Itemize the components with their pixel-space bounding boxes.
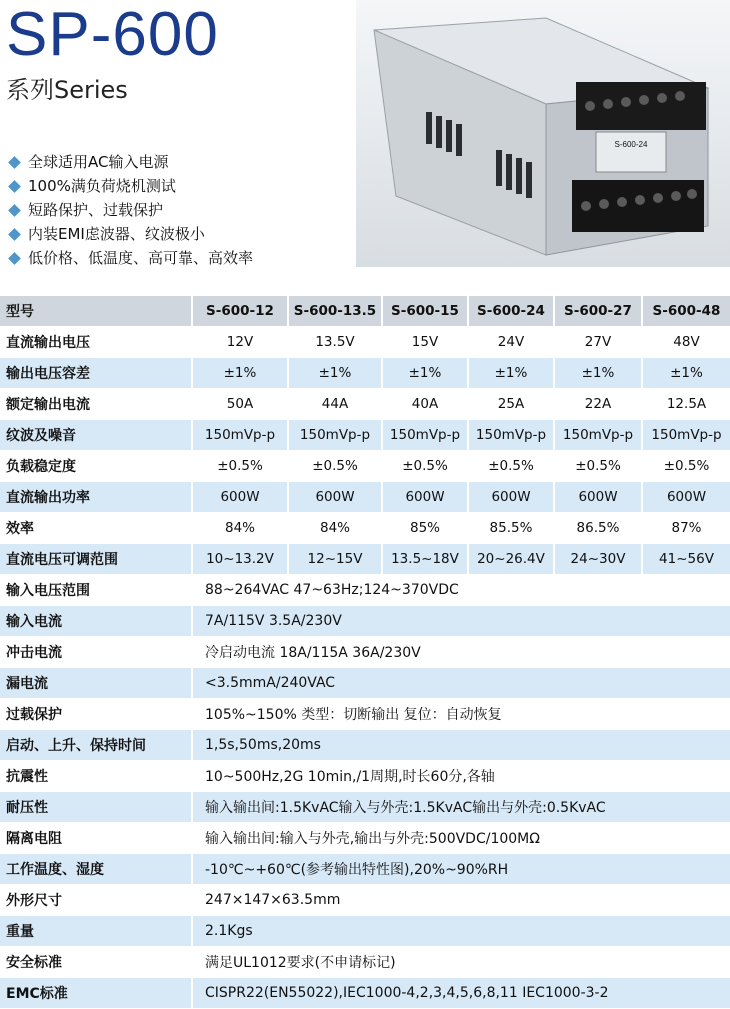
row-label: EMC标准: [0, 978, 192, 1009]
cell-value: 87%: [642, 513, 730, 544]
cell-value: 150mVp-p: [382, 420, 468, 451]
row-label: 重量: [0, 916, 192, 947]
table-row: [0, 389, 730, 420]
power-supply-image: [356, 0, 730, 267]
diamond-bullet-icon: [8, 156, 21, 169]
feature-item: 100%满负荷烧机测试: [4, 174, 253, 198]
cell-value: ±1%: [554, 358, 642, 389]
cell-value: CISPR22(EN55022),IEC1000-4,2,3,4,5,6,8,11 IEC1000-3-2: [192, 978, 730, 1009]
cell-value: ±1%: [468, 358, 554, 389]
row-label: 冲击电流: [0, 637, 192, 668]
cell-value: 22A: [554, 389, 642, 420]
cell-value: ±0.5%: [554, 451, 642, 482]
row-label: 过载保护: [0, 699, 192, 730]
table-row: [0, 854, 730, 885]
cell-value: 247×147×63.5mm: [192, 885, 730, 916]
cell-value: 48V: [642, 327, 730, 358]
cell-value: 150mVp-p: [288, 420, 382, 451]
row-label: 纹波及噪音: [0, 420, 192, 451]
cell-value: 600W: [554, 482, 642, 513]
header-label: 型号: [0, 296, 192, 327]
diamond-bullet-icon: [8, 252, 21, 265]
cell-value: ±1%: [288, 358, 382, 389]
cell-value: 12V: [192, 327, 288, 358]
table-header-row: [0, 296, 730, 327]
cell-value: 84%: [192, 513, 288, 544]
model-header: S-600-48: [642, 296, 730, 327]
table-row: [0, 823, 730, 854]
table-row: [0, 420, 730, 451]
cell-value: ±0.5%: [288, 451, 382, 482]
cell-value: 150mVp-p: [192, 420, 288, 451]
cell-value: ±1%: [642, 358, 730, 389]
cell-value: 冷启动电流 18A/115A 36A/230V: [192, 637, 730, 668]
row-label: 输出电压容差: [0, 358, 192, 389]
model-plate-text: S-600-24: [614, 140, 648, 149]
cell-value: 13.5~18V: [382, 544, 468, 575]
table-row: [0, 637, 730, 668]
cell-value: 2.1Kgs: [192, 916, 730, 947]
model-header: S-600-24: [468, 296, 554, 327]
series-subtitle: 系列Series: [6, 76, 128, 104]
cell-value: 27V: [554, 327, 642, 358]
cell-value: 7A/115V 3.5A/230V: [192, 606, 730, 637]
product-photo: [356, 0, 730, 267]
diamond-bullet-icon: [8, 204, 21, 217]
table-row: [0, 699, 730, 730]
table-row: [0, 544, 730, 575]
feature-list: [4, 150, 253, 270]
table-row: [0, 482, 730, 513]
table-row: [0, 575, 730, 606]
model-header: S-600-27: [554, 296, 642, 327]
model-header: S-600-13.5: [288, 296, 382, 327]
feature-item: 低价格、低温度、高可靠、高效率: [4, 246, 253, 270]
cell-value: 15V: [382, 327, 468, 358]
cell-value: 150mVp-p: [468, 420, 554, 451]
cell-value: 150mVp-p: [554, 420, 642, 451]
model-header: S-600-12: [192, 296, 288, 327]
table-row: [0, 358, 730, 389]
row-label: 额定输出电流: [0, 389, 192, 420]
feature-item: 内装EMI虑波器、纹波极小: [4, 222, 253, 246]
cell-value: ±1%: [382, 358, 468, 389]
spec-table: [0, 296, 730, 1009]
row-label: 负载稳定度: [0, 451, 192, 482]
row-label: 启动、上升、保持时间: [0, 730, 192, 761]
row-label: 直流输出功率: [0, 482, 192, 513]
cell-value: ±0.5%: [192, 451, 288, 482]
row-label: 工作温度、湿度: [0, 854, 192, 885]
feature-item: 全球适用AC输入电源: [4, 150, 253, 174]
row-label: 耐压性: [0, 792, 192, 823]
row-label: 效率: [0, 513, 192, 544]
cell-value: -10℃~+60℃(参考输出特性图),20%~90%RH: [192, 854, 730, 885]
cell-value: 150mVp-p: [642, 420, 730, 451]
cell-value: 20~26.4V: [468, 544, 554, 575]
cell-value: 25A: [468, 389, 554, 420]
cell-value: 84%: [288, 513, 382, 544]
cell-value: <3.5mmA/240VAC: [192, 668, 730, 699]
row-label: 抗震性: [0, 761, 192, 792]
cell-value: 输入输出间:输入与外壳,输出与外壳:500VDC/100MΩ: [192, 823, 730, 854]
table-row: [0, 792, 730, 823]
row-label: 直流输出电压: [0, 327, 192, 358]
row-label: 漏电流: [0, 668, 192, 699]
cell-value: 600W: [642, 482, 730, 513]
cell-value: 10~500Hz,2G 10min,/1周期,时长60分,各轴: [192, 761, 730, 792]
cell-value: ±1%: [192, 358, 288, 389]
diamond-bullet-icon: [8, 228, 21, 241]
table-row: [0, 730, 730, 761]
table-row: [0, 885, 730, 916]
cell-value: 600W: [382, 482, 468, 513]
product-title: SP-600: [6, 0, 219, 69]
cell-value: 85%: [382, 513, 468, 544]
cell-value: 12.5A: [642, 389, 730, 420]
cell-value: 44A: [288, 389, 382, 420]
row-label: 输入电流: [0, 606, 192, 637]
cell-value: 88~264VAC 47~63Hz;124~370VDC: [192, 575, 730, 606]
cell-value: 85.5%: [468, 513, 554, 544]
cell-value: 40A: [382, 389, 468, 420]
row-label: 外形尺寸: [0, 885, 192, 916]
table-row: [0, 668, 730, 699]
table-row: [0, 978, 730, 1009]
table-row: [0, 606, 730, 637]
cell-value: ±0.5%: [382, 451, 468, 482]
diamond-bullet-icon: [8, 180, 21, 193]
cell-value: 13.5V: [288, 327, 382, 358]
cell-value: 86.5%: [554, 513, 642, 544]
feature-item: 短路保护、过载保护: [4, 198, 253, 222]
cell-value: 600W: [192, 482, 288, 513]
table-row: [0, 451, 730, 482]
cell-value: 24~30V: [554, 544, 642, 575]
table-row: [0, 513, 730, 544]
row-label: 安全标准: [0, 947, 192, 978]
cell-value: 600W: [468, 482, 554, 513]
cell-value: 满足UL1012要求(不申请标记): [192, 947, 730, 978]
cell-value: 105%~150% 类型：切断输出 复位：自动恢复: [192, 699, 730, 730]
cell-value: ±0.5%: [642, 451, 730, 482]
row-label: 隔离电阻: [0, 823, 192, 854]
table-row: [0, 947, 730, 978]
table-row: [0, 916, 730, 947]
table-row: [0, 761, 730, 792]
cell-value: 1,5s,50ms,20ms: [192, 730, 730, 761]
cell-value: 50A: [192, 389, 288, 420]
cell-value: 41~56V: [642, 544, 730, 575]
cell-value: 输入输出间:1.5KvAC输入与外壳:1.5KvAC输出与外壳:0.5KvAC: [192, 792, 730, 823]
model-header: S-600-15: [382, 296, 468, 327]
row-label: 直流电压可调范围: [0, 544, 192, 575]
table-row: [0, 327, 730, 358]
cell-value: 12~15V: [288, 544, 382, 575]
row-label: 输入电压范围: [0, 575, 192, 606]
cell-value: 24V: [468, 327, 554, 358]
cell-value: ±0.5%: [468, 451, 554, 482]
cell-value: 600W: [288, 482, 382, 513]
cell-value: 10~13.2V: [192, 544, 288, 575]
